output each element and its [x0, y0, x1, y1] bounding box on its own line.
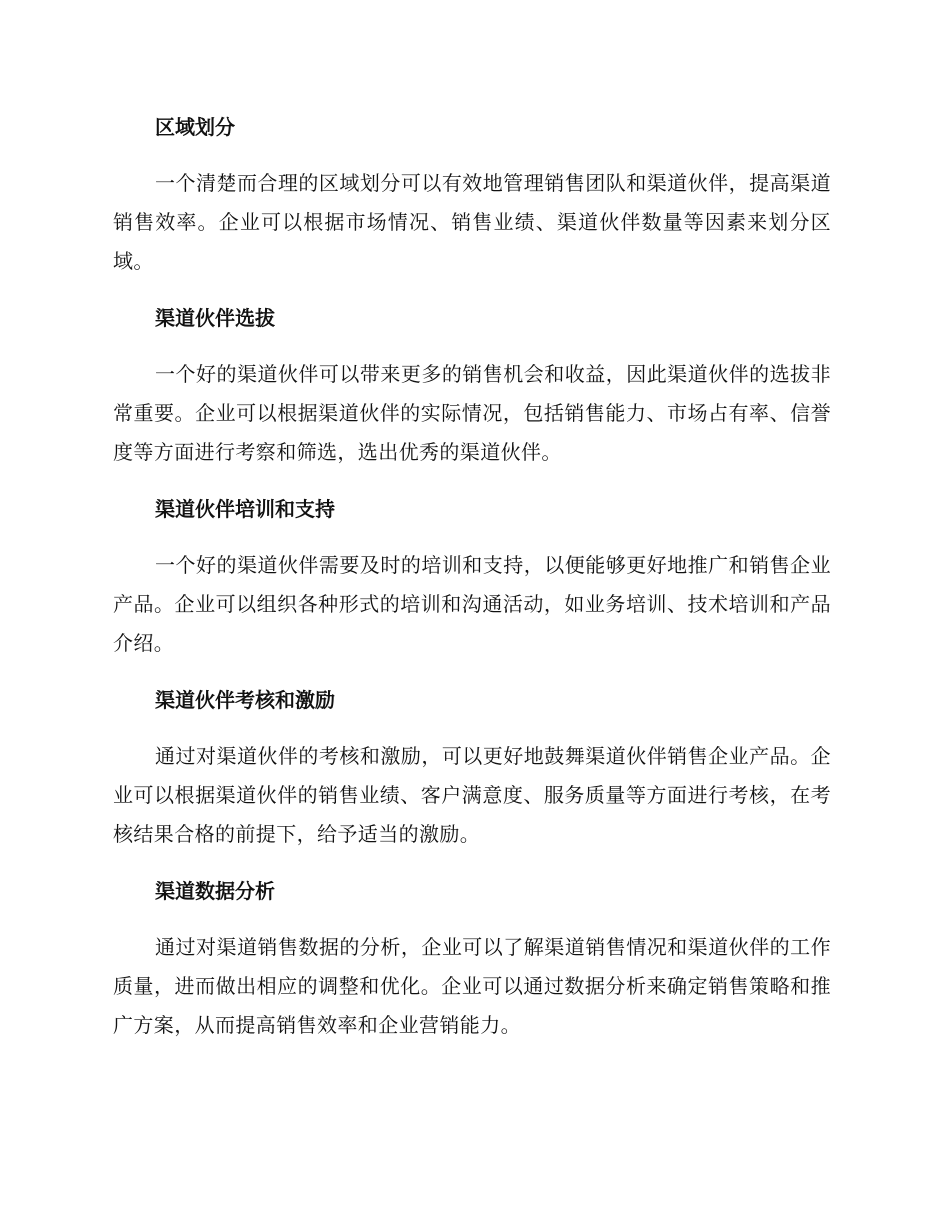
section-paragraph: 通过对渠道伙伴的考核和激励，可以更好地鼓舞渠道伙伴销售企业产品。企业可以根据渠道伙伴的销售业绩、客户满意度、服务质量等方面进行考核，在考核结果合格的前提下，给予适当的激励。 — [113, 744, 831, 846]
section-data-analysis — [113, 872, 831, 1045]
section-partner-evaluation — [113, 681, 831, 854]
section-heading: 区域划分 — [155, 115, 235, 139]
section-partner-selection — [113, 299, 831, 472]
section-paragraph: 一个好的渠道伙伴可以带来更多的销售机会和收益，因此渠道伙伴的选拔非常重要。企业可以根据渠道伙伴的实际情况，包括销售能力、市场占有率、信誉度等方面进行考察和筛选，选出优秀的渠道伙伴。 — [113, 362, 831, 464]
section-paragraph: 一个清楚而合理的区域划分可以有效地管理销售团队和渠道伙伴，提高渠道销售效率。企业可以根据市场情况、销售业绩、渠道伙伴数量等因素来划分区域。 — [113, 171, 831, 273]
section-heading: 渠道伙伴培训和支持 — [155, 497, 335, 521]
section-heading: 渠道伙伴考核和激励 — [155, 688, 335, 712]
section-region-division — [113, 108, 831, 281]
document-body — [113, 108, 831, 1063]
section-paragraph: 一个好的渠道伙伴需要及时的培训和支持，以便能够更好地推广和销售企业产品。企业可以组织各种形式的培训和沟通活动，如业务培训、技术培训和产品介绍。 — [113, 553, 831, 655]
section-heading: 渠道数据分析 — [155, 879, 275, 903]
section-heading: 渠道伙伴选拔 — [155, 306, 275, 330]
section-paragraph: 通过对渠道销售数据的分析，企业可以了解渠道销售情况和渠道伙伴的工作质量，进而做出相应的调整和优化。企业可以通过数据分析来确定销售策略和推广方案，从而提高销售效率和企业营销能力。 — [113, 935, 831, 1037]
section-partner-training — [113, 490, 831, 663]
